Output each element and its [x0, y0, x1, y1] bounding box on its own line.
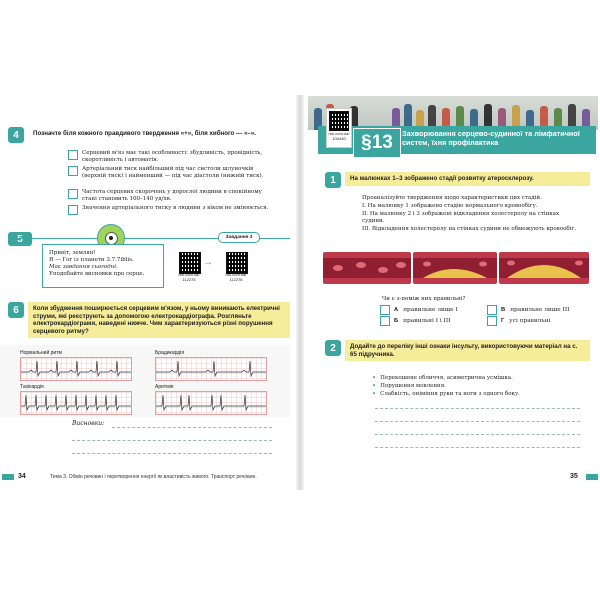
- qr-code-icon[interactable]: [179, 252, 201, 274]
- answer-line[interactable]: [375, 421, 580, 422]
- option-checkbox[interactable]: [487, 305, 497, 315]
- ecg-trace: [21, 392, 131, 414]
- book-spine: [296, 95, 304, 490]
- list-item: • Слабкість, оніміння руки та ноги з одного боку.: [372, 390, 520, 398]
- option-g[interactable]: Г усі правильні: [487, 316, 550, 326]
- dialog-line: Має завдання сьогодні.: [49, 264, 118, 270]
- dialog-line: Привіт, землян!: [49, 250, 96, 256]
- task-question: На малюнках 1–3 зображено стадії розвитку атеросклерозу.: [345, 172, 590, 186]
- footer-bar: [2, 474, 14, 480]
- dialog-line: Уподобайте висновки про серце.: [49, 271, 145, 277]
- answer-line[interactable]: [72, 453, 272, 454]
- option-b[interactable]: Б правильні I і III: [380, 316, 450, 326]
- answer-checkbox[interactable]: [68, 150, 78, 160]
- vessel-early-plaque: [413, 250, 497, 286]
- task-intro: Проаналізуйте твердження щодо характеристики цих стадій.: [362, 195, 542, 201]
- task-number: 1: [325, 172, 341, 188]
- task-question: Коли збудження поширюється серцевим м'язом, у ньому виникають електричні струми, які реєструють за допомогою електрокардіографа. Розгляньте електрокардіограми, наведені нижче. Чим характеризуються різні порушення серцевого ритму?: [28, 302, 290, 338]
- paragraph-title: Захворювання серцево-судинної та лімфатичної систем, їхня профілактика: [402, 129, 580, 148]
- statement: II. На малюнку 2 і 3 зображені відкладення холестеролу на стінках судини.: [362, 211, 560, 224]
- task-1-header: [325, 172, 590, 188]
- qr-code-icon[interactable]: [226, 252, 248, 274]
- qr-card: rnk.com.ua/ 109440: [326, 108, 352, 148]
- vessel-normal: [323, 250, 411, 286]
- conclusions-label: Висновки:: [72, 420, 105, 427]
- statement: I. На малюнку 1 зображено стадію нормального кровообігу.: [362, 203, 538, 209]
- answer-checkbox[interactable]: [68, 189, 78, 199]
- qr-caption: rnk.com.ua/ 112275: [178, 272, 200, 282]
- vessel-advanced-plaque: [499, 250, 589, 286]
- ecg-trace: [156, 392, 266, 414]
- ecg-chart: [155, 357, 267, 381]
- task-ask: Чи є з-поміж них правильні?: [382, 296, 466, 302]
- task-6-header: [8, 302, 290, 338]
- list-item: • Перекошене обличчя, асиметрична усмішка.: [372, 374, 513, 382]
- assignment-label: Завдання 3: [218, 232, 260, 243]
- bullet-icon: •: [372, 390, 377, 398]
- ecg-label: Брадикардія: [155, 350, 185, 356]
- option-checkbox[interactable]: [380, 305, 390, 315]
- ecg-trace: [21, 358, 131, 380]
- bullet-icon: •: [372, 374, 377, 382]
- answer-line[interactable]: [375, 434, 580, 435]
- bullet-icon: •: [372, 382, 377, 390]
- statement-item: Серцевий м'яз має такі особливості: збудливість, провідність, скоротливість і автоматія.: [68, 150, 278, 164]
- statement-item: Артеріальний тиск найбільший під час систоли шлуночків (верхній тиск) і найменший — під час діастоли (нижній тиск).: [68, 166, 278, 180]
- answer-line[interactable]: [375, 447, 580, 448]
- dialog-line: Я — Гог із планети 3.7.7iblis.: [49, 257, 134, 263]
- task-question: Додайте до переліку інші ознаки інсульту, використовуючи матеріал на с. 65 підручника.: [345, 340, 590, 361]
- option-v[interactable]: В правильне лише III: [487, 305, 569, 315]
- task-number: 2: [325, 340, 341, 356]
- alien-dialog-box: [42, 244, 164, 288]
- ecg-chart: [155, 391, 267, 415]
- list-item: • Порушення мовлення.: [372, 382, 446, 390]
- ecg-label: Тахікардія: [20, 384, 44, 390]
- answer-line[interactable]: [72, 440, 272, 441]
- footer-text: Тема 3. Обмін речовин і перетворення енергії як властивість живого. Транспорт речовин.: [50, 474, 257, 480]
- task-number: 4: [8, 127, 24, 143]
- statement: III. Відкладення холестеролу на стінках судини не обмежують кровообіг.: [362, 226, 577, 232]
- option-a[interactable]: А правильне лише I: [380, 305, 458, 315]
- footer-bar: [586, 474, 598, 480]
- task-2-header: [325, 340, 590, 361]
- arrow-right-icon: →: [203, 257, 213, 268]
- answer-line[interactable]: [375, 408, 580, 409]
- option-checkbox[interactable]: [487, 316, 497, 326]
- page-number: 34: [18, 473, 26, 480]
- answer-checkbox[interactable]: [68, 205, 78, 215]
- task-number: 5: [8, 232, 32, 246]
- statement-item: Значення артеріального тиску в людини з віком не змінюється.: [68, 205, 278, 215]
- ecg-label: Аритмія: [155, 384, 174, 390]
- ecg-label: Нормальний ритм: [20, 350, 62, 356]
- vessel-illustration-1: [323, 250, 411, 286]
- ecg-chart: [20, 357, 132, 381]
- option-checkbox[interactable]: [380, 316, 390, 326]
- ecg-chart: [20, 391, 132, 415]
- paragraph-number: §13: [353, 128, 401, 158]
- vessel-illustration-2: [413, 250, 497, 286]
- task-question: Позначте біля кожного правдивого твердження «+», біля хибного — «–».: [33, 130, 256, 137]
- answer-line[interactable]: [112, 427, 272, 428]
- task-number: 6: [8, 302, 24, 318]
- ecg-trace: [156, 358, 266, 380]
- task-4-header: [8, 127, 290, 143]
- qr-code-icon[interactable]: [329, 111, 349, 131]
- answer-checkbox[interactable]: [68, 166, 78, 176]
- vessel-illustration-3: [499, 250, 589, 286]
- statement-item: Частота серцевих скорочень у дорослої людини в спокійному стані становить 100–140 уд/хв.: [68, 189, 278, 203]
- qr-caption: rnk.com.ua/ 112276: [225, 272, 247, 282]
- page-number: 35: [570, 473, 578, 480]
